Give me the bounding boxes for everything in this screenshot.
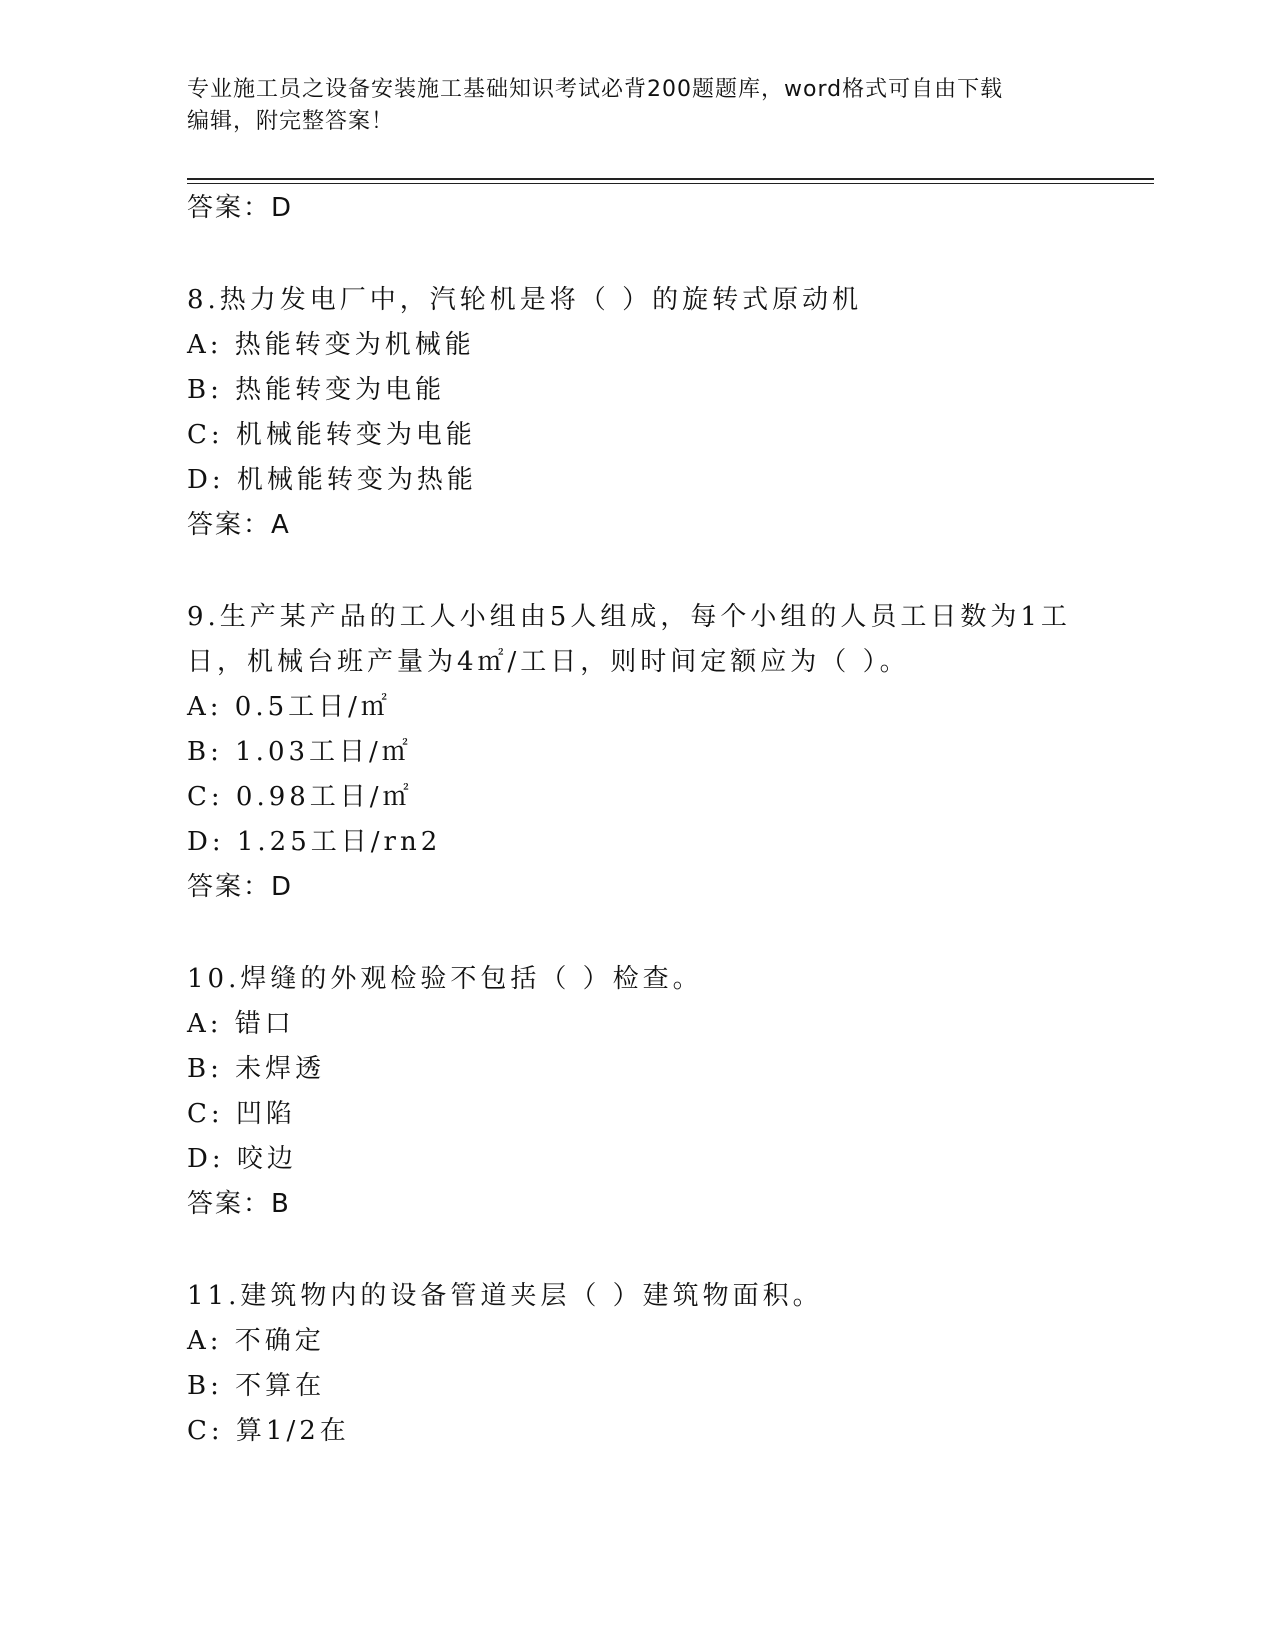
page-header (187, 74, 1067, 138)
question-11-stem: 11.建筑物内的设备管道夹层（ ）建筑物面积。 (187, 1281, 823, 1311)
question-9-stem-line-2: 日，机械台班产量为4㎡/工日，则时间定额应为（ ）。 (187, 647, 910, 677)
question-10-stem: 10.焊缝的外观检验不包括（ ）检查。 (187, 964, 703, 994)
question-8-stem: 8.热力发电厂中，汽轮机是将（ ）的旋转式原动机 (187, 285, 863, 315)
question-9-option-b: B: 1.03工日/㎡ (187, 737, 412, 767)
question-8-option-b: B: 热能转变为电能 (187, 375, 446, 405)
answer-10: 答案：B (187, 1189, 291, 1219)
question-11-option-c: C: 算1/2在 (187, 1416, 350, 1446)
question-10-option-c: C: 凹陷 (187, 1099, 296, 1129)
answer-8: 答案：A (187, 510, 291, 540)
question-8-option-a: A: 热能转变为机械能 (187, 330, 475, 360)
question-9-option-d: D: 1.25工日/rn2 (187, 827, 442, 857)
question-9-option-c: C: 0.98工日/㎡ (187, 782, 413, 812)
question-9-stem-line-1: 9.生产某产品的工人小组由5人组成，每个小组的人员工日数为1工 (187, 602, 1071, 632)
question-8-option-c: C: 机械能转变为电能 (187, 420, 476, 450)
question-10-option-b: B: 未焊透 (187, 1054, 326, 1084)
answer-9: 答案：D (187, 872, 294, 902)
question-8-option-d: D: 机械能转变为热能 (187, 465, 477, 495)
header-line-1: 专业施工员之设备安装施工基础知识考试必背200题题库，word格式可自由下载 (187, 77, 1004, 102)
question-10-option-a: A: 错口 (187, 1009, 295, 1039)
question-10-option-d: D: 咬边 (187, 1144, 297, 1174)
question-9-option-a: A: 0.5工日/㎡ (187, 692, 391, 722)
header-rule-thin (187, 183, 1154, 184)
header-rule-thick (187, 178, 1154, 180)
question-11-option-a: A: 不确定 (187, 1326, 325, 1356)
question-11-option-b: B: 不算在 (187, 1371, 326, 1401)
answer-7: 答案：D (187, 193, 294, 223)
header-line-2: 编辑，附完整答案！ (187, 109, 395, 134)
